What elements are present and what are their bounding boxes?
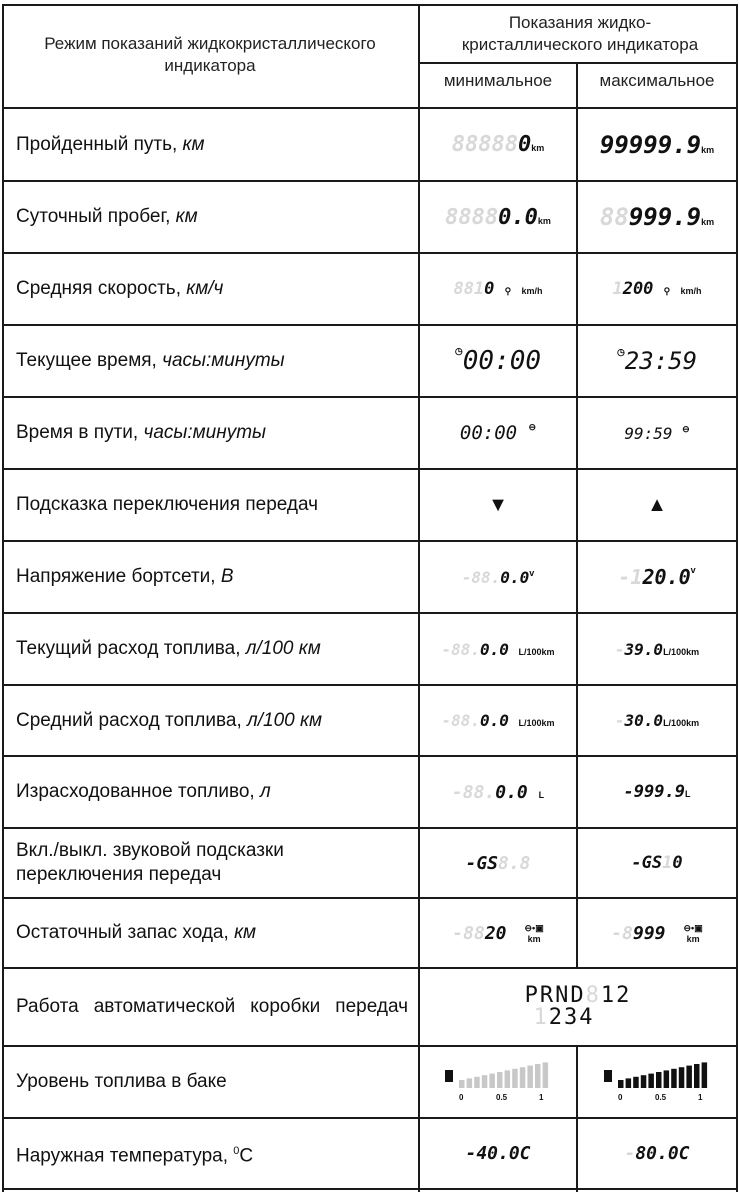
min-avg-speed-display: 8810 ⚲ km/h [453, 279, 543, 299]
row-label-avg-speed: Средняя скорость, км/ч [16, 278, 224, 299]
min-sound-hint-display: -GS8.8 [465, 852, 531, 874]
row-label-gearbox: Работа автоматической коробки передач [16, 996, 408, 1017]
row-label-current-consumption: Текущий расход топлива, л/100 км [16, 638, 321, 659]
header-max [578, 70, 736, 92]
row-label-travel-time: Время в пути, часы:минуты [16, 422, 267, 443]
max-sound-hint-display: -GS10 [631, 853, 683, 873]
header-min-text: минимальное [443, 71, 553, 90]
fuel-bar-segment [520, 1067, 526, 1088]
fuel-bar-segment [671, 1069, 677, 1088]
header-readings-text: Показания жидко-кристаллического индикатора [461, 13, 699, 54]
fuel-bar-segment [489, 1074, 495, 1088]
header-mode-column [30, 33, 390, 77]
fuel-bar-segment [474, 1077, 480, 1088]
fuel-bar-segment [497, 1072, 503, 1088]
fuel-bar-segment [679, 1067, 685, 1088]
row-label-sound-hint: Вкл./выкл. звуковой подсказки переключения передач [16, 840, 284, 885]
fuel-pump-icon [604, 1070, 612, 1082]
min-current-consumption-display: -88.0.0 L/100km [441, 639, 555, 659]
min-fuel-gauge [420, 1047, 576, 1117]
row-label-shift-hint: Подсказка переключения передач [16, 494, 319, 515]
header-readings-column [440, 12, 720, 56]
row-label-fuel-level: Уровень топлива в баке [16, 1071, 227, 1092]
min-travel-time-display: 00:00 ⊖ [459, 422, 537, 444]
min-voltage-display: -88.0.0$^v$ [461, 567, 535, 587]
row-label-odometer: Пройденный путь, км [16, 133, 205, 155]
fuel-bar-segment [664, 1070, 670, 1088]
speed-pin-icon: ⚲ [663, 286, 671, 296]
row-label-avg-consumption: Средний расход топлива, л/100 км [16, 709, 322, 731]
fuel-car-icon: ⊖•▣ [524, 922, 544, 933]
row-divider [2, 1188, 738, 1190]
fuel-bar-segment [467, 1078, 473, 1088]
fuel-bar-segment [626, 1078, 632, 1088]
max-trip-display: 88999.9km [599, 203, 715, 231]
fuel-bar-segment [648, 1074, 654, 1088]
fuel-bar-segment [656, 1072, 662, 1088]
min-trip-display: 88880.0km [445, 204, 551, 230]
fuel-car-icon: ⊖•▣ [683, 922, 703, 933]
fuel-bar-segment [543, 1062, 549, 1088]
max-odometer-display: 99999.9km [599, 130, 715, 159]
row-label-trip: Суточный пробег, км [16, 206, 198, 227]
min-avg-consumption-display: -88.0.0 L/100km [441, 711, 555, 730]
max-current-consumption-display: -39.0L/100km [614, 639, 700, 659]
fuel-bar-segment [512, 1069, 518, 1088]
car-icon: ⊖ [528, 422, 537, 432]
row-label-fuel-used: Израсходованное топливо, л [16, 781, 271, 802]
fuel-scale-0: 0 [618, 1093, 623, 1102]
row-label-range: Остаточный запас хода, км [16, 922, 257, 943]
table-border-right [736, 4, 738, 1192]
shift-down-arrow-icon: ▼ [488, 493, 508, 516]
fuel-bar-segment [459, 1080, 465, 1088]
table-border-top [2, 4, 738, 6]
gearbox-display: PRND812 1234 [524, 983, 632, 1030]
min-current-time-display: ◷00:00 [454, 346, 542, 376]
min-temp-display: -40.0C [465, 1143, 531, 1164]
car-icon: ⊖ [682, 423, 690, 434]
max-voltage-display: -120.0$^v$ [618, 565, 696, 589]
row-label-voltage: Напряжение бортсети, В [16, 566, 234, 587]
fuel-bar-segment [505, 1070, 511, 1088]
fuel-bar-segment [686, 1066, 692, 1088]
fuel-bar-segment [618, 1080, 624, 1088]
header-divider [418, 62, 738, 64]
clock-icon: ◷ [616, 347, 625, 357]
min-range-display: -8820 ⊖•▣ km [452, 922, 544, 944]
fuel-bar-segment [641, 1075, 647, 1088]
fuel-scale-1: 1 [698, 1093, 703, 1102]
fuel-bar-segment [482, 1075, 488, 1088]
max-temp-display: -80.0C [624, 1143, 690, 1164]
max-fuel-used-display: -999.9L [623, 782, 691, 802]
fuel-scale-1: 1 [539, 1093, 544, 1102]
shift-up-arrow-icon: ▲ [647, 493, 667, 516]
min-fuel-used-display: -88.0.0 L [451, 781, 545, 803]
max-fuel-gauge-svg [602, 1060, 712, 1104]
fuel-bar-segment [633, 1077, 639, 1088]
min-fuel-gauge-svg [443, 1060, 553, 1104]
header-max-text: максимальное [599, 71, 715, 90]
max-avg-consumption-display: -30.0L/100km [614, 711, 700, 730]
min-odometer-display: 888880km [451, 132, 545, 157]
header-min [420, 70, 576, 92]
fuel-pump-icon [445, 1070, 453, 1082]
speed-pin-icon: ⚲ [504, 286, 512, 296]
max-current-time-display: ◷23:59 [616, 347, 698, 375]
clock-icon: ◷ [454, 346, 463, 356]
fuel-scale-half: 0.5 [496, 1093, 508, 1102]
fuel-scale-0: 0 [459, 1093, 464, 1102]
row-label-current-time: Текущее время, часы:минуты [16, 350, 285, 371]
fuel-bar-segment [694, 1064, 700, 1088]
fuel-scale-half: 0.5 [655, 1093, 667, 1102]
fuel-bar-segment [535, 1064, 541, 1088]
max-fuel-gauge [578, 1047, 736, 1117]
max-range-display: -8999 ⊖•▣ km [611, 922, 703, 944]
fuel-bar-segment [527, 1066, 533, 1088]
fuel-bar-segment [702, 1062, 708, 1088]
max-avg-speed-display: 1200 ⚲ km/h [612, 279, 702, 299]
header-mode-text: Режим показаний жидкокристаллического индикатора [44, 34, 376, 75]
row-label-outside-temp: Наружная температура, $^0$C [16, 1144, 254, 1167]
max-travel-time-display: 99:59 ⊖ [624, 423, 690, 443]
table-border-left [2, 4, 4, 1192]
